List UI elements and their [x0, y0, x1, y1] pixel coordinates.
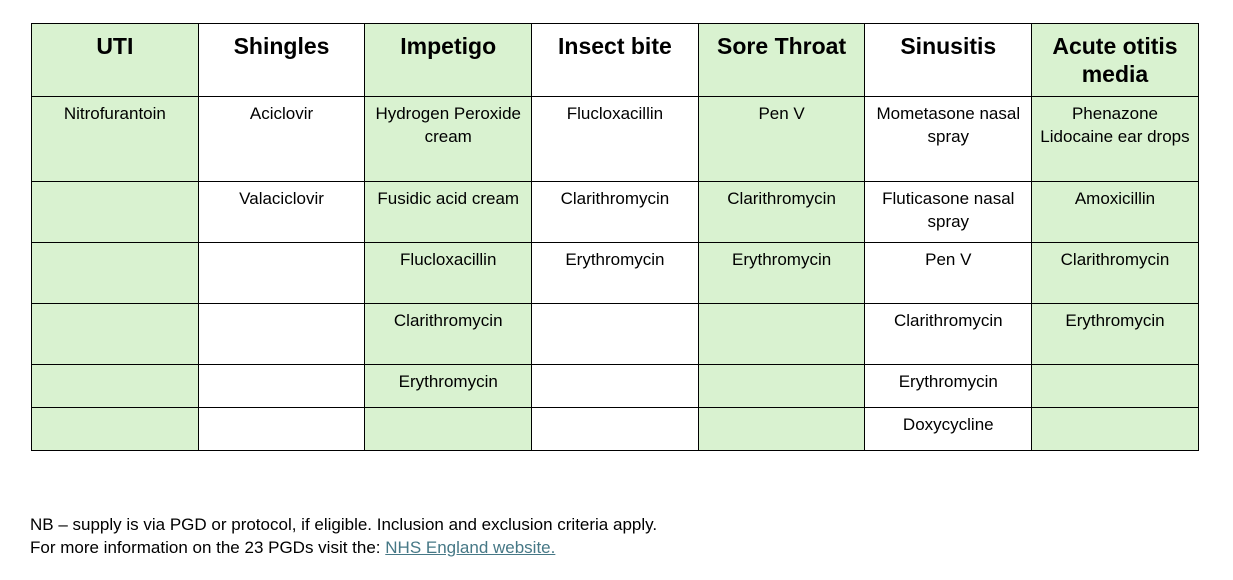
table-cell: Erythromycin — [865, 365, 1032, 408]
table-cell: Fusidic acid cream — [365, 182, 532, 243]
table-cell: Clarithromycin — [532, 182, 699, 243]
table-cell: Mometasone nasal spray — [865, 97, 1032, 182]
table-cell — [698, 304, 865, 365]
table-cell: Clarithromycin — [1032, 243, 1199, 304]
table-cell — [198, 365, 365, 408]
table-cell — [32, 182, 199, 243]
table-cell — [198, 408, 365, 451]
footnote-line-2 — [30, 536, 657, 559]
table-cell: Flucloxacillin — [532, 97, 699, 182]
table-cell: Phenazone Lidocaine ear drops — [1032, 97, 1199, 182]
table-cell: Hydrogen Peroxide cream — [365, 97, 532, 182]
header-sinusitis: Sinusitis — [865, 24, 1032, 97]
header-impetigo: Impetigo — [365, 24, 532, 97]
table-row — [32, 243, 1199, 304]
table-cell: Pen V — [865, 243, 1032, 304]
table-row — [32, 304, 1199, 365]
table-cell: Flucloxacillin — [365, 243, 532, 304]
table-cell — [365, 408, 532, 451]
header-insect-bite: Insect bite — [532, 24, 699, 97]
nhs-england-website-link[interactable]: NHS England website. — [385, 538, 556, 557]
table-cell: Clarithromycin — [698, 182, 865, 243]
table-cell: Erythromycin — [1032, 304, 1199, 365]
table-row — [32, 97, 1199, 182]
table-cell: Erythromycin — [698, 243, 865, 304]
table-cell: Pen V — [698, 97, 865, 182]
table-cell — [532, 365, 699, 408]
table-cell: Valaciclovir — [198, 182, 365, 243]
table-cell: Clarithromycin — [365, 304, 532, 365]
table-cell: Amoxicillin — [1032, 182, 1199, 243]
footnote-line-2-text: For more information on the 23 PGDs visit the: — [30, 538, 386, 557]
header-sore-throat: Sore Throat — [698, 24, 865, 97]
table-cell — [1032, 408, 1199, 451]
table-cell — [532, 304, 699, 365]
header-shingles: Shingles — [198, 24, 365, 97]
table-cell: Aciclovir — [198, 97, 365, 182]
table-cell — [32, 408, 199, 451]
header-uti: UTI — [32, 24, 199, 97]
table-cell: Doxycycline — [865, 408, 1032, 451]
table-cell: Nitrofurantoin — [32, 97, 199, 182]
table-cell — [198, 243, 365, 304]
table-cell: Erythromycin — [532, 243, 699, 304]
table-cell — [698, 408, 865, 451]
table-cell — [698, 365, 865, 408]
table-cell: Clarithromycin — [865, 304, 1032, 365]
table-cell — [32, 304, 199, 365]
table-row — [32, 408, 1199, 451]
footnote — [30, 513, 657, 559]
table-header-row — [32, 24, 1199, 97]
table-cell — [532, 408, 699, 451]
table-row — [32, 365, 1199, 408]
table-cell — [198, 304, 365, 365]
footnote-line-1: NB – supply is via PGD or protocol, if eligible. Inclusion and exclusion criteria apply. — [30, 515, 658, 534]
header-acute-otitis-media: Acute otitis media — [1032, 24, 1199, 97]
table-cell: Erythromycin — [365, 365, 532, 408]
table-cell — [32, 365, 199, 408]
conditions-table — [31, 23, 1199, 451]
table-cell — [32, 243, 199, 304]
table-row — [32, 182, 1199, 243]
table-cell — [1032, 365, 1199, 408]
table-cell: Fluticasone nasal spray — [865, 182, 1032, 243]
